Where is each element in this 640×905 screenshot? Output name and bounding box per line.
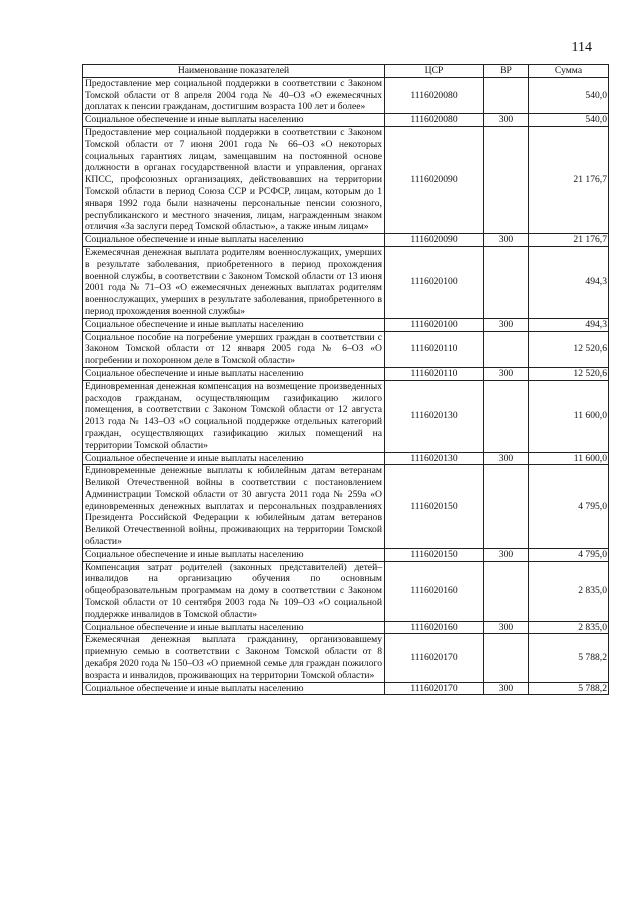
row-csr: 1116020130 <box>385 380 484 452</box>
row-sum: 5 788,2 <box>529 682 609 695</box>
table-row <box>83 452 609 465</box>
table-row <box>83 246 609 318</box>
row-name: Социальное обеспечение и иные выплаты населению <box>83 548 385 561</box>
row-vr <box>484 331 529 367</box>
row-csr: 1116020080 <box>385 114 484 127</box>
table-row <box>83 234 609 247</box>
table-row <box>83 331 609 367</box>
table-row <box>83 548 609 561</box>
row-csr: 1116020090 <box>385 234 484 247</box>
budget-table <box>82 64 609 695</box>
row-vr: 300 <box>484 367 529 380</box>
row-name: Социальное пособие на погребение умерших граждан в соответствии с Законом Томской области от 12 января 2005 года № 6–ОЗ «О погребении и похоронном деле в Томской области» <box>83 331 385 367</box>
row-vr: 300 <box>484 621 529 634</box>
row-csr: 1116020100 <box>385 246 484 318</box>
row-csr: 1116020170 <box>385 682 484 695</box>
row-name: Социальное обеспечение и иные выплаты населению <box>83 318 385 331</box>
row-name: Компенсация затрат родителей (законных представителей) детей–инвалидов на организацию обучения по основным общеобразовательным программам на дому в соответствии с Законом Томской области от 10 сентября 2003 года № 109–ОЗ «О социальной поддержке инвалидов в Томской области» <box>83 561 385 621</box>
table-row <box>83 77 609 113</box>
row-sum: 12 520,6 <box>529 331 609 367</box>
table-row <box>83 380 609 452</box>
row-sum: 21 176,7 <box>529 126 609 233</box>
row-csr: 1116020160 <box>385 621 484 634</box>
header-sum: Сумма <box>529 65 609 78</box>
row-csr: 1116020080 <box>385 77 484 113</box>
row-csr: 1116020090 <box>385 126 484 233</box>
row-vr <box>484 465 529 549</box>
row-name: Социальное обеспечение и иные выплаты населению <box>83 682 385 695</box>
row-vr: 300 <box>484 682 529 695</box>
row-vr: 300 <box>484 234 529 247</box>
row-vr: 300 <box>484 114 529 127</box>
row-sum: 11 600,0 <box>529 380 609 452</box>
row-sum: 4 795,0 <box>529 465 609 549</box>
table-header-row <box>83 65 609 78</box>
page-number: 114 <box>571 40 592 55</box>
table-row <box>83 465 609 549</box>
row-vr: 300 <box>484 318 529 331</box>
row-sum: 540,0 <box>529 77 609 113</box>
row-csr: 1116020100 <box>385 318 484 331</box>
row-csr: 1116020150 <box>385 465 484 549</box>
row-csr: 1116020160 <box>385 561 484 621</box>
table-row <box>83 634 609 682</box>
table-row <box>83 621 609 634</box>
row-sum: 12 520,6 <box>529 367 609 380</box>
table-row <box>83 318 609 331</box>
row-vr <box>484 126 529 233</box>
row-name: Единовременная денежная компенсация на возмещение произведенных расходов гражданам, осуществляющим газификацию жилого помещения, в соответствии с Законом Томской области от 12 августа 2013 года № 143–ОЗ «О социальной поддержке отдельных категорий граждан, осуществляющих газификацию жилых помещений на территории Томской области» <box>83 380 385 452</box>
table-row <box>83 561 609 621</box>
row-vr <box>484 380 529 452</box>
row-sum: 2 835,0 <box>529 621 609 634</box>
row-vr: 300 <box>484 548 529 561</box>
row-name: Социальное обеспечение и иные выплаты населению <box>83 114 385 127</box>
row-vr <box>484 561 529 621</box>
header-name: Наименование показателей <box>83 65 385 78</box>
row-sum: 2 835,0 <box>529 561 609 621</box>
row-name: Социальное обеспечение и иные выплаты населению <box>83 367 385 380</box>
row-name: Социальное обеспечение и иные выплаты населению <box>83 452 385 465</box>
row-vr <box>484 77 529 113</box>
row-name: Социальное обеспечение и иные выплаты населению <box>83 234 385 247</box>
row-csr: 1116020110 <box>385 331 484 367</box>
row-sum: 494,3 <box>529 246 609 318</box>
row-csr: 1116020170 <box>385 634 484 682</box>
row-csr: 1116020110 <box>385 367 484 380</box>
table-row <box>83 682 609 695</box>
row-sum: 21 176,7 <box>529 234 609 247</box>
header-csr: ЦСР <box>385 65 484 78</box>
row-sum: 540,0 <box>529 114 609 127</box>
row-name: Социальное обеспечение и иные выплаты населению <box>83 621 385 634</box>
table-row <box>83 114 609 127</box>
row-sum: 4 795,0 <box>529 548 609 561</box>
row-name: Единовременные денежные выплаты к юбилейным датам ветеранам Великой Отечественной войны в соответствии с постановлением Администрации Томской области от 30 августа 2011 года № 259а «О единовременных денежных выплатах и персональных поздравлениях Президента Российской Федерации к юбилейным датам ветеранов Великой Отечественной войны, проживающих на территории Томской области» <box>83 465 385 549</box>
row-csr: 1116020150 <box>385 548 484 561</box>
row-vr <box>484 246 529 318</box>
table-row <box>83 367 609 380</box>
row-csr: 1116020130 <box>385 452 484 465</box>
row-name: Предоставление мер социальной поддержки в соответствии с Законом Томской области от 7 июня 2001 года № 66–ОЗ «О некоторых социальных гарантиях лицам, замещавшим на постоянной основе должности в органах государственной власти и управления, органах КПСС, профсоюзных организациях, действовавших на территории Томской области в период Союза ССР и РСФСР, лицам, которым до 1 января 1992 года были назначены персональные пенсии союзного, республиканского и местного значения, лицам, награжденным знаком отличия «За заслуги перед Томской областью», а также иным лицам» <box>83 126 385 233</box>
row-name: Ежемесячная денежная выплата родителям военнослужащих, умерших в результате заболевания, приобретенного в период прохождения военной службы, в соответствии с Законом Томской области от 13 июня 2001 года № 71–ОЗ «О ежемесячных денежных выплатах родителям военнослужащих, умерших в результате заболевания, приобретенного в период прохождения военной службы» <box>83 246 385 318</box>
header-vr: ВР <box>484 65 529 78</box>
row-vr: 300 <box>484 452 529 465</box>
row-sum: 5 788,2 <box>529 634 609 682</box>
row-name: Ежемесячная денежная выплата гражданину, организовавшему приемную семью в соответствии с Законом Томской области от 8 декабря 2020 года № 150–ОЗ «О приемной семье для граждан пожилого возраста и инвалидов, проживающих на территории Томской области» <box>83 634 385 682</box>
row-vr <box>484 634 529 682</box>
table-row <box>83 126 609 233</box>
row-sum: 494,3 <box>529 318 609 331</box>
row-name: Предоставление мер социальной поддержки в соответствии с Законом Томской области от 8 апреля 2004 года № 40–ОЗ «О ежемесячных доплатах к пенсии гражданам, достигшим возраста 100 лет и более» <box>83 77 385 113</box>
row-sum: 11 600,0 <box>529 452 609 465</box>
